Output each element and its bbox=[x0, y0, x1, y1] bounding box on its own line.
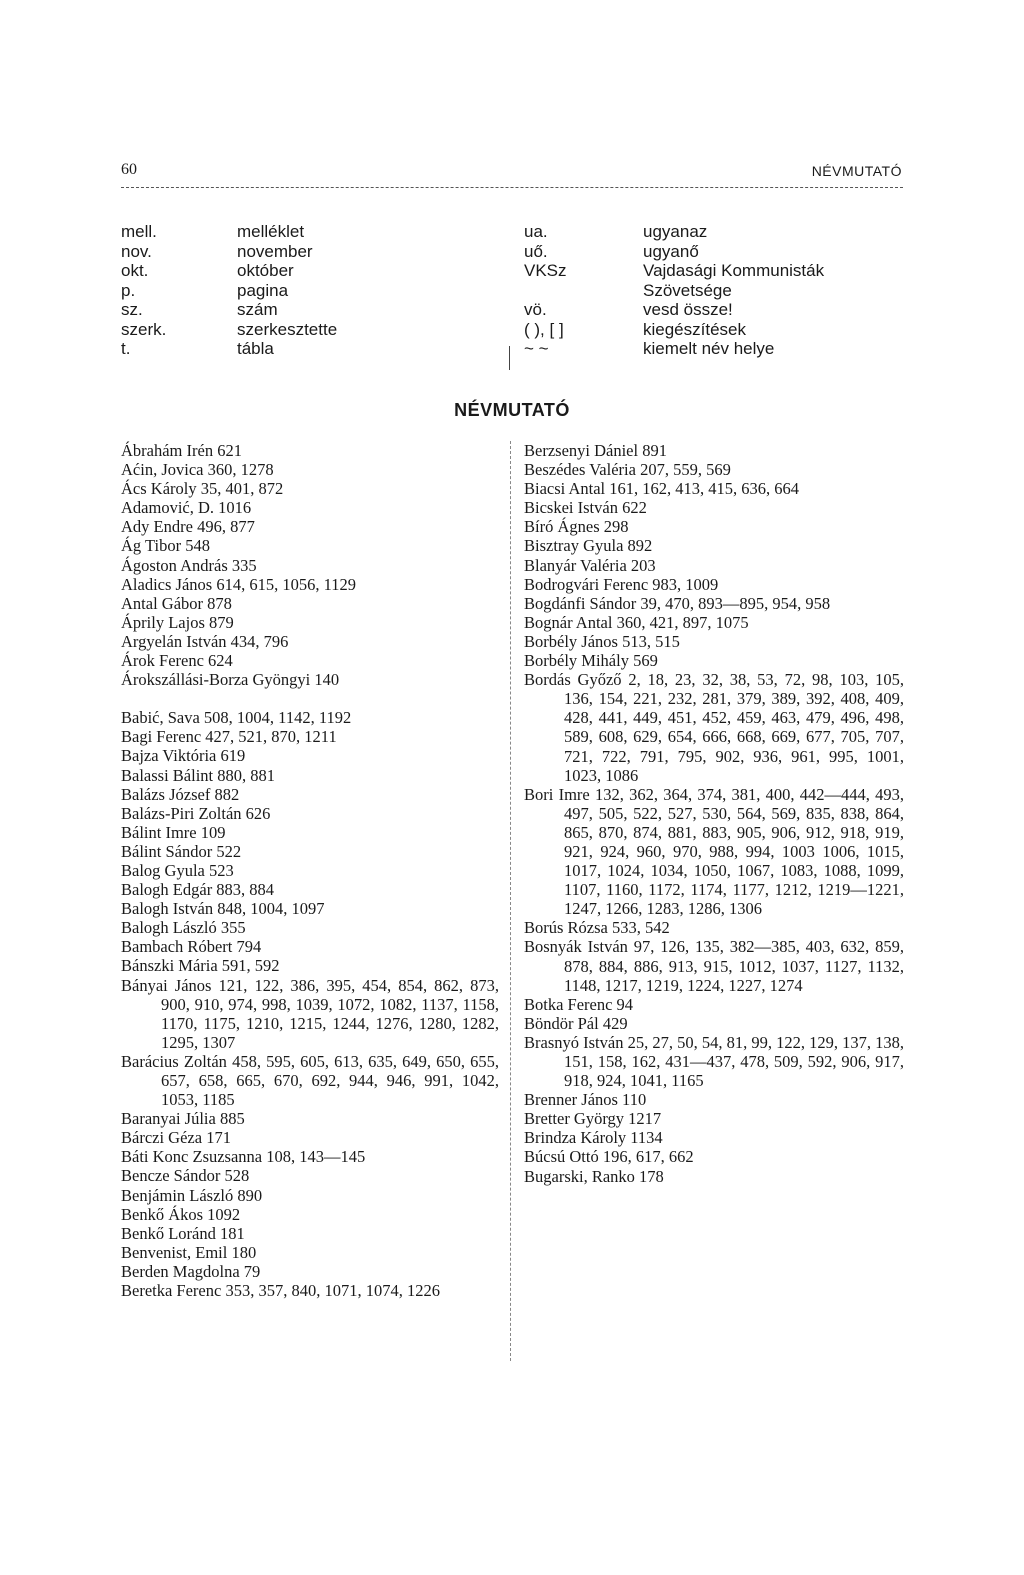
index-entry: Bíró Ágnes 298 bbox=[524, 517, 629, 537]
index-entry: Bodrogvári Ferenc 983, 1009 bbox=[524, 574, 719, 594]
index-entry: Aćin, Jovica 360, 1278 bbox=[121, 460, 274, 480]
abbreviation-term: ~ ~ bbox=[524, 339, 549, 358]
abbreviation-row bbox=[121, 242, 481, 262]
index-entry: Bretter György 1217 bbox=[524, 1109, 662, 1129]
index-entry: Bicskei István 622 bbox=[524, 498, 647, 518]
abbreviation-list-left bbox=[121, 222, 481, 359]
index-entry: Balassi Bálint 880, 881 bbox=[121, 765, 275, 785]
index-entry: Árokszállási-Borza Gyöngyi 140 bbox=[121, 670, 340, 690]
index-entry: Bordás Győző 2, 18, 23, 32, 38, 53, 72, 98, 103, 105, 136, 154, 221, 232, 281, 379, 389, 392, 408, 409, 428, 441, 449, 451, 452, 459, 463, 479, 496, 498, 589, 608, 629, 654, 666, 668, 669, 677, 705, 707, 721, 722, 791, 795, 902, 936, 961, 995, 1001, 1023, 1086 bbox=[524, 670, 904, 785]
index-entry: Búcsú Ottó 196, 617, 662 bbox=[524, 1147, 694, 1167]
index-entry: Bálint Sándor 522 bbox=[121, 841, 242, 861]
section-title: NÉVMUTATÓ bbox=[454, 400, 570, 420]
index-entry: Balázs József 882 bbox=[121, 784, 240, 804]
abbreviation-term: nov. bbox=[121, 241, 152, 261]
index-entry: Bálint Imre 109 bbox=[121, 822, 226, 842]
index-entry: Ács Károly 35, 401, 872 bbox=[121, 479, 284, 499]
running-title: NÉVMUTATÓ bbox=[811, 163, 902, 179]
index-entry: Blanyár Valéria 203 bbox=[524, 555, 656, 575]
index-entry: Beretka Ferenc 353, 357, 840, 1071, 1074, 1226 bbox=[121, 1281, 440, 1301]
index-entry: Áprily Lajos 879 bbox=[121, 612, 234, 632]
abbreviation-row bbox=[524, 222, 914, 242]
index-entry: Balogh László 355 bbox=[121, 918, 246, 938]
abbreviation-term: ( ), [ ] bbox=[524, 319, 564, 339]
abbreviation-meaning: tábla bbox=[237, 339, 274, 358]
index-entry: Benjámin László 890 bbox=[121, 1185, 263, 1205]
index-entry: Baranyai Júlia 885 bbox=[121, 1109, 245, 1129]
index-entry: Borbély János 513, 515 bbox=[524, 631, 680, 651]
abbreviation-meaning: november bbox=[237, 241, 313, 261]
page-number: 60 bbox=[121, 161, 137, 178]
abbreviation-row bbox=[524, 281, 914, 301]
abbreviation-term: uő. bbox=[524, 241, 548, 261]
abbreviation-row bbox=[524, 242, 914, 262]
index-entry: Bosnyák István 97, 126, 135, 382—385, 403, 632, 859, 878, 884, 886, 913, 915, 1012, 1037, 1127, 1132, 1148, 1217, 1219, 1224, 1227, 1274 bbox=[524, 937, 904, 995]
index-entry: Adamović, D. 1016 bbox=[121, 498, 252, 518]
abbreviation-meaning: ugyanaz bbox=[643, 222, 708, 241]
index-entry: Báti Konc Zsuzsanna 108, 143—145 bbox=[121, 1147, 366, 1167]
abbreviation-term: VKSz bbox=[524, 261, 567, 280]
index-entry: Bisztray Gyula 892 bbox=[524, 536, 653, 556]
index-entry: Brasnyó István 25, 27, 50, 54, 81, 99, 122, 129, 137, 138, 151, 158, 162, 431—437, 478, 509, 592, 906, 917, 918, 924, 1041, 1165 bbox=[524, 1032, 904, 1091]
index-entry: Babić, Sava 508, 1004, 1142, 1192 bbox=[121, 708, 352, 728]
abbreviation-meaning: pagina bbox=[237, 280, 289, 300]
index-entry: Benkő Loránd 181 bbox=[121, 1223, 245, 1243]
index-entry: Ábrahám Irén 621 bbox=[121, 441, 242, 460]
header-rule bbox=[121, 187, 903, 188]
abbreviation-meaning: Szövetsége bbox=[643, 280, 732, 300]
column-divider bbox=[510, 441, 511, 1361]
index-entry: Borbély Mihály 569 bbox=[524, 651, 658, 671]
index-entry: Árok Ferenc 624 bbox=[121, 651, 233, 671]
abbreviation-meaning: szerkesztette bbox=[237, 319, 338, 339]
index-entry: Ágoston András 335 bbox=[121, 555, 257, 575]
index-entry: Bogdánfi Sándor 39, 470, 893—895, 954, 958 bbox=[524, 593, 831, 613]
index-entry: Ady Endre 496, 877 bbox=[121, 517, 255, 537]
index-entry: Benkő Ákos 1092 bbox=[121, 1204, 241, 1224]
index-entry: Berzsenyi Dániel 891 bbox=[524, 441, 667, 460]
abbreviation-term: t. bbox=[121, 339, 131, 358]
letter-group-gap bbox=[121, 689, 499, 708]
abbreviation-divider bbox=[509, 346, 510, 370]
index-entry: Benvenist, Emil 180 bbox=[121, 1242, 257, 1262]
abbreviation-term: ua. bbox=[524, 222, 548, 241]
abbreviation-term bbox=[524, 281, 643, 301]
abbreviation-list-right bbox=[524, 222, 914, 359]
abbreviation-term: sz. bbox=[121, 300, 143, 319]
index-entry: Bárczi Géza 171 bbox=[121, 1128, 231, 1148]
index-entry: Bognár Antal 360, 421, 897, 1075 bbox=[524, 612, 749, 632]
abbreviation-meaning: melléklet bbox=[237, 222, 305, 241]
index-entry: Balázs-Piri Zoltán 626 bbox=[121, 803, 271, 823]
abbreviation-meaning: vesd össze! bbox=[643, 300, 733, 319]
index-entry: Brenner János 110 bbox=[524, 1090, 647, 1110]
index-entry: Bagi Ferenc 427, 521, 870, 1211 bbox=[121, 727, 337, 747]
index-entry: Bajza Viktória 619 bbox=[121, 746, 246, 766]
abbreviation-row bbox=[524, 339, 914, 359]
abbreviation-meaning: október bbox=[237, 261, 294, 280]
abbreviation-meaning: szám bbox=[237, 300, 278, 319]
abbreviation-term: mell. bbox=[121, 222, 157, 241]
index-entry: Bugarski, Ranko 178 bbox=[524, 1166, 664, 1186]
index-entry: Biacsi Antal 161, 162, 413, 415, 636, 664 bbox=[524, 479, 799, 499]
index-entry: Balogh István 848, 1004, 1097 bbox=[121, 899, 325, 919]
index-entry: Beszédes Valéria 207, 559, 569 bbox=[524, 460, 731, 480]
index-entry: Aladics János 614, 615, 1056, 1129 bbox=[121, 574, 356, 594]
index-entry: Bánszki Mária 591, 592 bbox=[121, 956, 280, 976]
index-entry: Balog Gyula 523 bbox=[121, 860, 234, 880]
abbreviation-row bbox=[121, 320, 481, 340]
abbreviation-row bbox=[121, 281, 481, 301]
abbreviation-meaning: kiemelt név helye bbox=[643, 339, 775, 358]
index-column-left bbox=[121, 441, 499, 1300]
abbreviation-row bbox=[121, 222, 481, 242]
index-entry: Bambach Róbert 794 bbox=[121, 937, 262, 957]
index-entry: Bencze Sándor 528 bbox=[121, 1166, 250, 1186]
abbreviation-row bbox=[524, 261, 914, 281]
index-entry: Borús Rózsa 533, 542 bbox=[524, 918, 670, 938]
abbreviation-term: okt. bbox=[121, 261, 149, 280]
index-entry: Brindza Károly 1134 bbox=[524, 1128, 663, 1148]
abbreviation-meaning: kiegészítések bbox=[643, 319, 746, 339]
abbreviation-meaning: ugyanő bbox=[643, 241, 699, 261]
index-entry: Berden Magdolna 79 bbox=[121, 1261, 261, 1281]
abbreviation-row bbox=[121, 261, 481, 281]
index-entry: Botka Ferenc 94 bbox=[524, 994, 634, 1014]
abbreviation-row bbox=[121, 339, 481, 359]
abbreviation-term: vö. bbox=[524, 300, 547, 319]
abbreviation-row bbox=[524, 320, 914, 340]
abbreviation-meaning: Vajdasági Kommunisták bbox=[643, 261, 825, 280]
index-entry: Balogh Edgár 883, 884 bbox=[121, 880, 275, 900]
index-entry: Barácius Zoltán 458, 595, 605, 613, 635, 649, 650, 655, 657, 658, 665, 670, 692, 944, 946, 991, 1042, 1053, 1185 bbox=[121, 1051, 499, 1110]
abbreviation-row bbox=[524, 300, 914, 320]
index-entry: Antal Gábor 878 bbox=[121, 593, 232, 613]
index-entry: Bányai János 121, 122, 386, 395, 454, 854, 862, 873, 900, 910, 974, 998, 1039, 1072, 1082, 1137, 1158, 1170, 1175, 1210, 1215, 1244, 1276, 1280, 1282, 1295, 1307 bbox=[121, 975, 499, 1052]
abbreviation-row bbox=[121, 300, 481, 320]
abbreviation-term: p. bbox=[121, 280, 136, 300]
index-entry: Ág Tibor 548 bbox=[121, 536, 210, 556]
index-entry: Böndör Pál 429 bbox=[524, 1013, 628, 1033]
abbreviation-term: szerk. bbox=[121, 319, 167, 339]
index-entry: Bori Imre 132, 362, 364, 374, 381, 400, 442—444, 493, 497, 505, 522, 527, 530, 564, 569, 835, 838, 864, 865, 870, 874, 881, 883, 905, 906, 912, 918, 919, 921, 924, 960, 970, 988, 994, 1003 1006, 1015, 1017, 1024, 1034, 1050, 1067, 1083, 1088, 1099, 1107, 1160, 1172, 1174, 1177, 1212, 1219—1221, 1247, 1266, 1283, 1286, 1306 bbox=[524, 784, 904, 919]
index-column-right bbox=[524, 441, 904, 1186]
index-entry: Argyelán István 434, 796 bbox=[121, 631, 289, 651]
